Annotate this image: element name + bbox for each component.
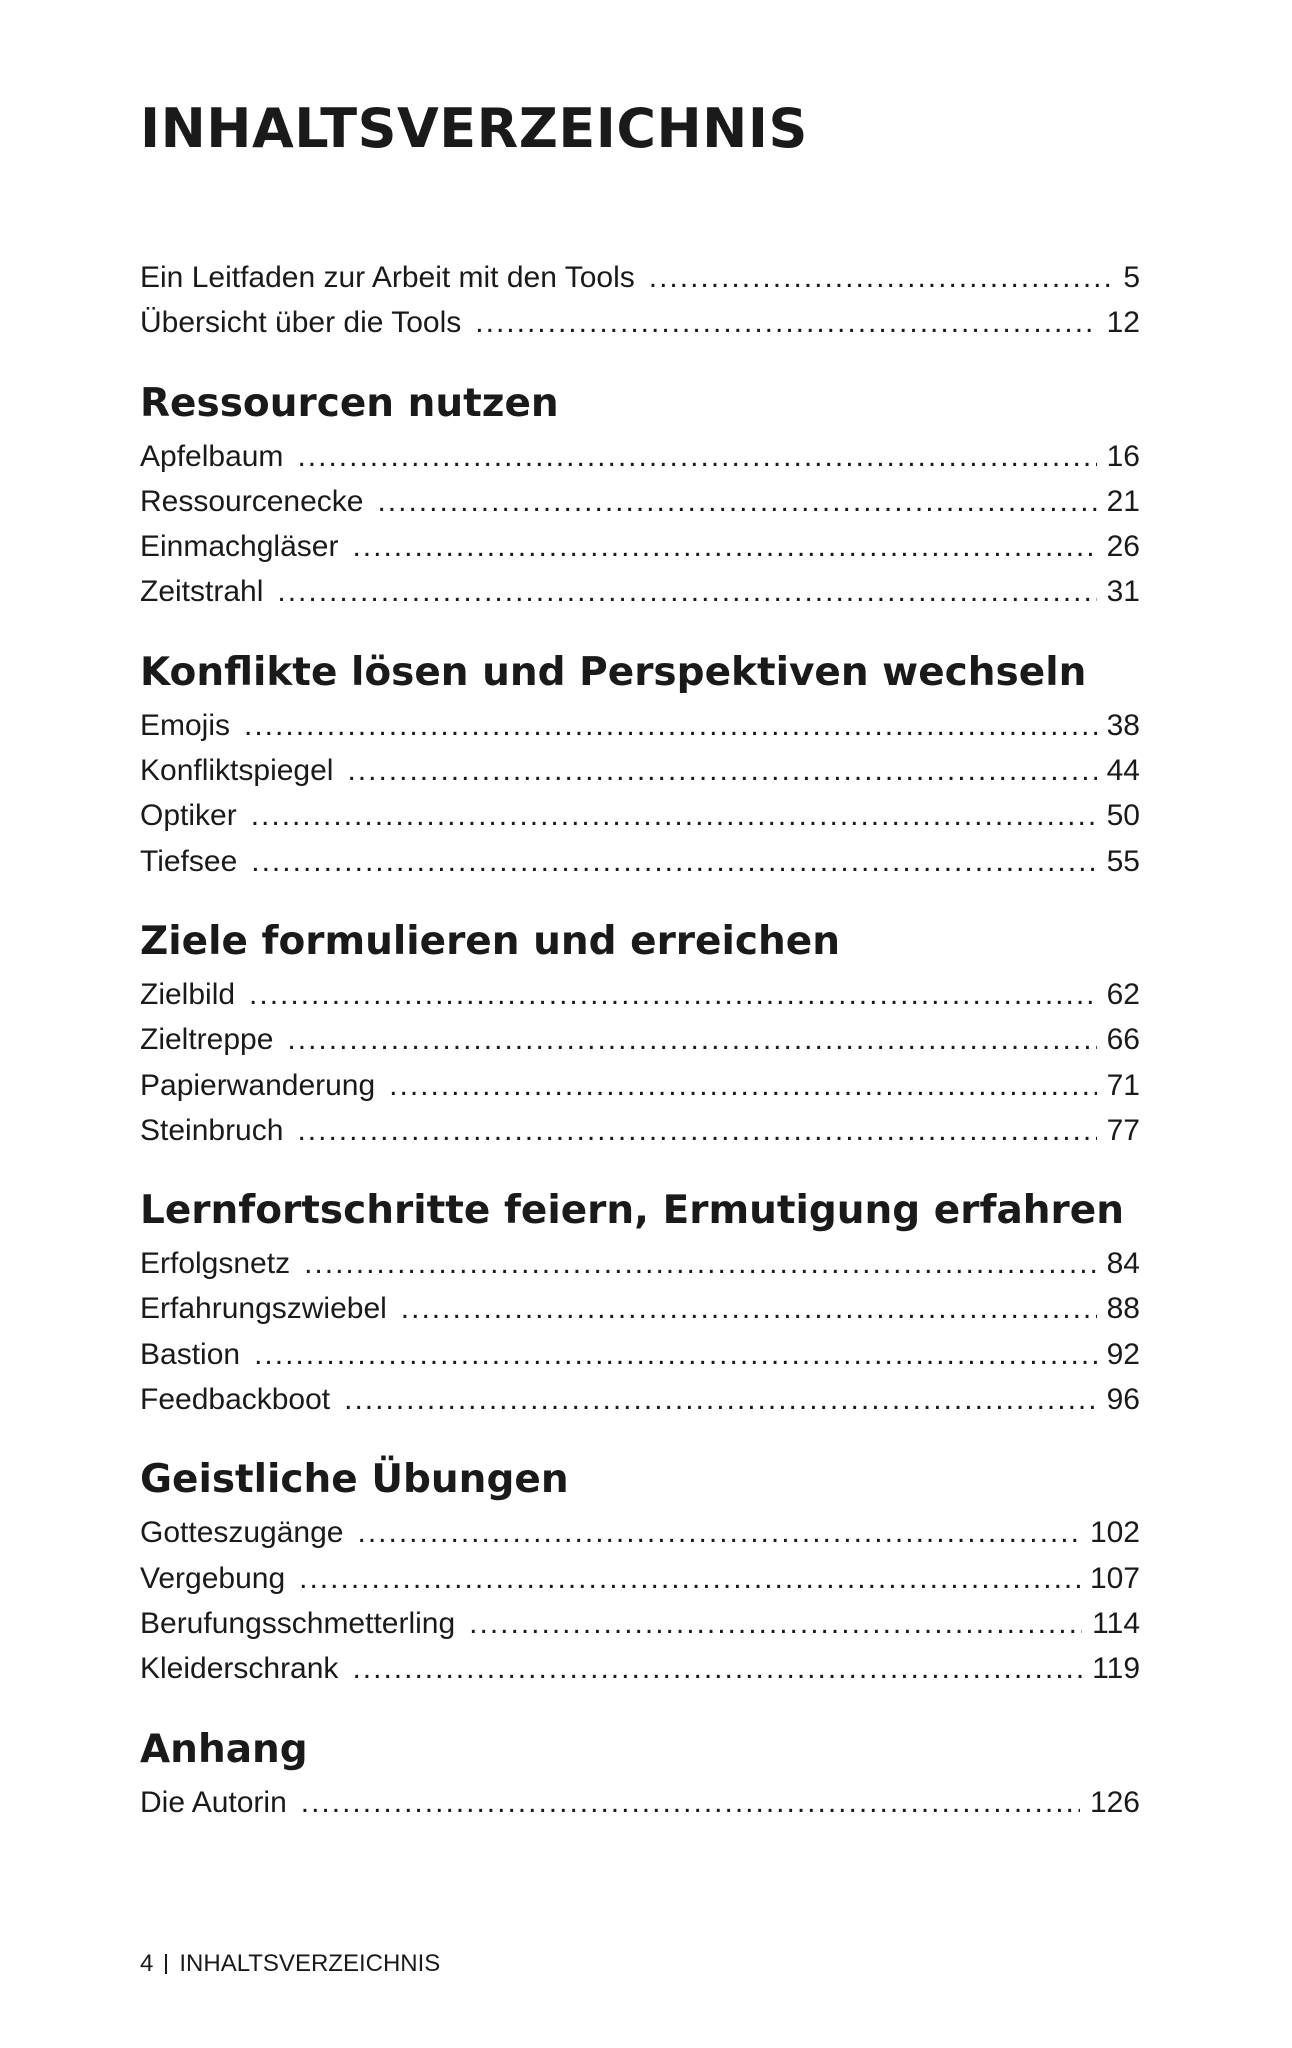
section-heading: Konflikte lösen und Perspektiven wechseln [140, 649, 1087, 695]
toc-entry-page: 107 [1089, 1561, 1140, 1595]
footer-label: INHALTSVERZEICHNIS [179, 1950, 441, 1977]
toc-entry-page: 21 [1106, 484, 1140, 518]
toc-entry[interactable] [140, 1510, 1140, 1555]
toc-section-anhang [140, 1724, 1140, 1825]
toc-entry[interactable] [140, 748, 1140, 793]
toc-entry-page: 31 [1106, 575, 1140, 609]
toc-entry-page: 126 [1089, 1785, 1140, 1819]
toc-entry[interactable] [140, 1286, 1140, 1331]
toc-entry[interactable] [140, 839, 1140, 884]
toc-entry-page: 62 [1106, 977, 1140, 1011]
page-footer [140, 1952, 440, 1976]
toc-entry-title: Einmachgläser [140, 530, 339, 564]
toc-entry-title: Ressourcenecke [140, 484, 364, 518]
section-heading: Lernfortschritte feiern, Ermutigung erfahren [140, 1188, 1124, 1234]
toc-entry[interactable] [140, 1646, 1140, 1691]
dot-leader [251, 793, 1097, 838]
toc-entry-page: 77 [1106, 1113, 1140, 1147]
dot-leader [352, 1646, 1082, 1691]
toc-entry-page: 92 [1106, 1337, 1140, 1371]
toc-entry-title: Papierwanderung [140, 1068, 376, 1102]
section-heading: Ressourcen nutzen [140, 380, 559, 426]
dot-leader [301, 1780, 1080, 1825]
toc-entry-page: 66 [1106, 1023, 1140, 1057]
toc-entry-title: Konfliktspiegel [140, 754, 334, 788]
toc-entry-title: Zielbild [140, 977, 236, 1011]
toc-entry-title: Die Autorin [140, 1785, 287, 1819]
toc-entry-page: 16 [1106, 439, 1140, 473]
dot-leader [377, 479, 1096, 524]
dot-leader [254, 1332, 1097, 1377]
toc-entry-title: Feedbackboot [140, 1383, 331, 1417]
toc-entry-page: 12 [1106, 306, 1140, 340]
toc-entry-title: Zieltreppe [140, 1023, 274, 1057]
dot-leader [244, 703, 1097, 748]
toc-entry-page: 96 [1106, 1383, 1140, 1417]
toc-entry-page: 26 [1106, 530, 1140, 564]
toc-entry-title: Steinbruch [140, 1113, 284, 1147]
toc-entry-title: Apfelbaum [140, 439, 284, 473]
dot-leader [469, 1601, 1082, 1646]
toc-entry-page: 71 [1106, 1068, 1140, 1102]
page-title: INHALTSVERZEICHNIS [140, 97, 808, 160]
toc-entry[interactable] [140, 793, 1140, 838]
toc-entry-page: 55 [1106, 844, 1140, 878]
toc-entry[interactable] [140, 1601, 1140, 1646]
toc-entry[interactable] [140, 300, 1140, 345]
toc-entry-title: Vergebung [140, 1561, 286, 1595]
toc-entry[interactable] [140, 1377, 1140, 1422]
toc-entry-page: 88 [1106, 1292, 1140, 1326]
toc-section-lernfortschritte [140, 1185, 1140, 1422]
toc-entry-title: Bastion [140, 1337, 241, 1371]
dot-leader [249, 972, 1097, 1017]
toc-intro-group [140, 255, 1140, 346]
toc-entry-title: Berufungsschmetterling [140, 1606, 456, 1640]
table-of-contents [140, 255, 1140, 1825]
dot-leader [352, 524, 1096, 569]
toc-section-ressourcen [140, 378, 1140, 615]
toc-entry[interactable] [140, 255, 1140, 300]
section-heading: Ziele formulieren und erreichen [140, 918, 840, 964]
dot-leader [297, 1108, 1096, 1153]
toc-entry[interactable] [140, 1556, 1140, 1601]
toc-entry-title: Übersicht über die Tools [140, 306, 462, 340]
dot-leader [649, 255, 1114, 300]
toc-entry-title: Zeitstrahl [140, 575, 264, 609]
toc-entry-title: Optiker [140, 799, 237, 833]
toc-entry[interactable] [140, 1108, 1140, 1153]
toc-entry-title: Gotteszugänge [140, 1516, 344, 1550]
toc-entry[interactable] [140, 1332, 1140, 1377]
toc-entry[interactable] [140, 524, 1140, 569]
section-heading: Anhang [140, 1726, 308, 1772]
footer-page-number: 4 [140, 1950, 154, 1977]
toc-entry[interactable] [140, 972, 1140, 1017]
toc-entry-page: 84 [1106, 1247, 1140, 1281]
toc-entry[interactable] [140, 1780, 1140, 1825]
dot-leader [347, 748, 1096, 793]
toc-section-ziele [140, 916, 1140, 1153]
toc-entry-title: Kleiderschrank [140, 1652, 339, 1686]
dot-leader [389, 1063, 1096, 1108]
dot-leader [401, 1286, 1097, 1331]
toc-entry[interactable] [140, 569, 1140, 614]
toc-entry-title: Ein Leitfaden zur Arbeit mit den Tools [140, 261, 635, 294]
toc-section-konflikte [140, 647, 1140, 884]
dot-leader [277, 569, 1096, 614]
toc-entry[interactable] [140, 1017, 1140, 1062]
dot-leader [299, 1556, 1080, 1601]
toc-entry-title: Erfolgsnetz [140, 1247, 291, 1281]
toc-entry[interactable] [140, 1063, 1140, 1108]
toc-entry-title: Erfahrungszwiebel [140, 1292, 387, 1326]
toc-entry[interactable] [140, 434, 1140, 479]
dot-leader [297, 434, 1096, 479]
dot-leader [304, 1241, 1097, 1286]
toc-section-geistliche-uebungen [140, 1454, 1140, 1691]
toc-entry-page: 44 [1106, 754, 1140, 788]
footer-separator [165, 1954, 167, 1974]
toc-entry-page: 114 [1092, 1606, 1140, 1640]
toc-entry-title: Emojis [140, 708, 231, 742]
toc-entry-title: Tiefsee [140, 844, 238, 878]
dot-leader [475, 300, 1096, 345]
toc-entry[interactable] [140, 703, 1140, 748]
toc-entry-page: 102 [1089, 1516, 1140, 1550]
toc-entry-page: 38 [1106, 708, 1140, 742]
toc-entry[interactable] [140, 1241, 1140, 1286]
toc-entry-page: 5 [1123, 261, 1140, 294]
dot-leader [344, 1377, 1096, 1422]
dot-leader [357, 1510, 1079, 1555]
dot-leader [287, 1017, 1096, 1062]
dot-leader [251, 839, 1096, 884]
toc-entry-page: 50 [1106, 799, 1140, 833]
toc-entry-page: 119 [1092, 1652, 1140, 1686]
section-heading: Geistliche Übungen [140, 1457, 569, 1503]
toc-entry[interactable] [140, 479, 1140, 524]
